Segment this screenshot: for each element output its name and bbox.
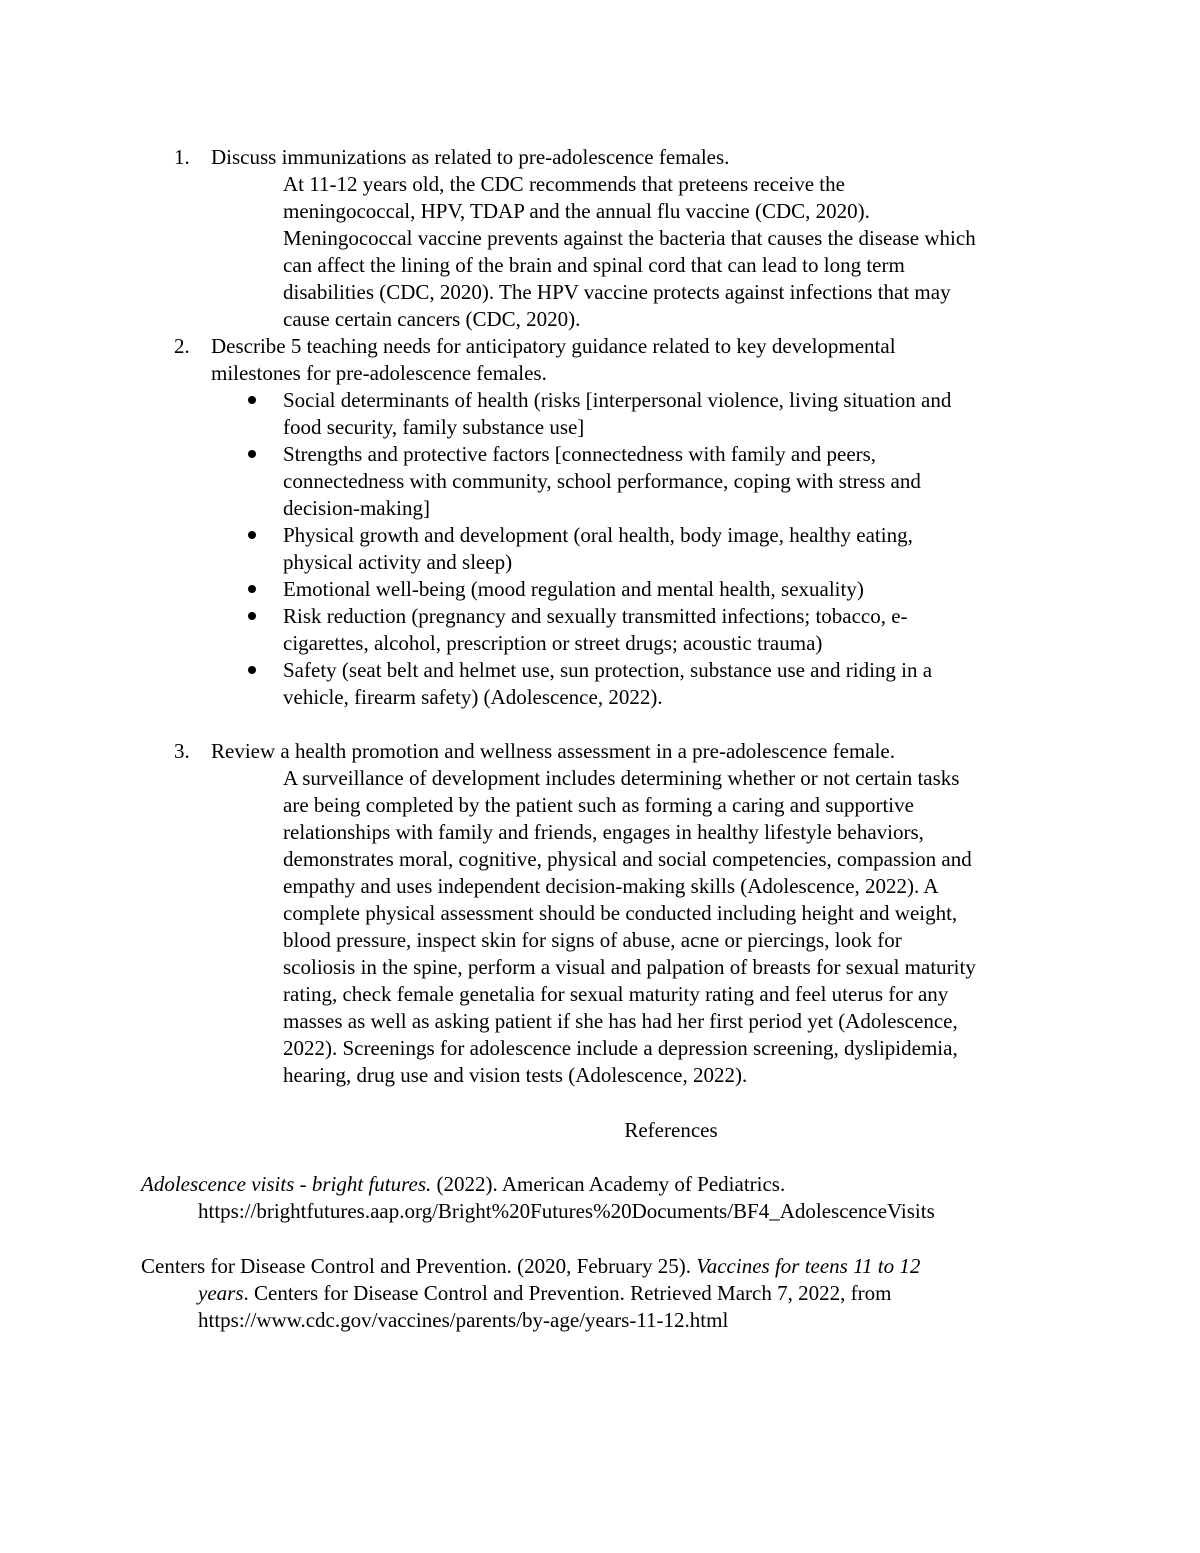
- item-1-answer-line: At 11-12 years old, the CDC recommends that preteens receive the: [283, 172, 845, 196]
- item-1-question: Discuss immunizations as related to pre-adolescence females.: [211, 145, 730, 169]
- item-3-answer-line: rating, check female genetalia for sexual maturity rating and feel uterus for any: [283, 982, 949, 1006]
- bullet-line: vehicle, firearm safety) (Adolescence, 2022).: [283, 685, 663, 709]
- item-3-answer-line: complete physical assessment should be conducted including height and weight,: [283, 901, 958, 925]
- bullet-dot: [248, 531, 256, 539]
- item-1-answer-line: cause certain cancers (CDC, 2020).: [283, 307, 581, 331]
- item-2-number: 2.: [174, 334, 190, 358]
- bullet-line: Strengths and protective factors [connectedness with family and peers,: [283, 442, 877, 466]
- item-3-answer-line: scoliosis in the spine, perform a visual and palpation of breasts for sexual maturity: [283, 955, 976, 979]
- item-3-answer-line: empathy and uses independent decision-making skills (Adolescence, 2022). A: [283, 874, 939, 898]
- bullet-line: Safety (seat belt and helmet use, sun protection, substance use and riding in a: [283, 658, 933, 682]
- item-3-answer-line: relationships with family and friends, engages in healthy lifestyle behaviors,: [283, 820, 924, 844]
- reference-2-url: https://www.cdc.gov/vaccines/parents/by-age/years-11-12.html: [198, 1308, 729, 1332]
- reference-1-publisher: (2022). American Academy of Pediatrics.: [431, 1172, 786, 1196]
- bullet-line: physical activity and sleep): [283, 550, 513, 574]
- bullet-line: Emotional well-being (mood regulation and mental health, sexuality): [283, 577, 864, 601]
- bullet-line: cigarettes, alcohol, prescription or street drugs; acoustic trauma): [283, 631, 823, 655]
- item-3-answer-line: hearing, drug use and vision tests (Adolescence, 2022).: [283, 1063, 748, 1087]
- item-3-answer-line: blood pressure, inspect skin for signs of abuse, acne or piercings, look for: [283, 928, 902, 952]
- item-2-question-line: milestones for pre-adolescence females.: [211, 361, 547, 385]
- bullet-dot: [248, 396, 256, 404]
- bullet-dot: [248, 666, 256, 674]
- bullet-line: Social determinants of health (risks [interpersonal violence, living situation and: [283, 388, 952, 412]
- item-3-answer-line: A surveillance of development includes determining whether or not certain tasks: [283, 766, 960, 790]
- reference-2-line-2: [198, 1281, 891, 1306]
- bullet-dot: [248, 612, 256, 620]
- item-3-answer-line: demonstrates moral, cognitive, physical and social competencies, compassion and: [283, 847, 972, 871]
- reference-2-publisher: . Centers for Disease Control and Prevention. Retrieved March 7, 2022, from: [243, 1281, 892, 1305]
- item-1-answer-line: can affect the lining of the brain and spinal cord that can lead to long term: [283, 253, 905, 277]
- item-3-question: Review a health promotion and wellness assessment in a pre-adolescence female.: [211, 739, 896, 763]
- item-1-answer-line: meningococcal, HPV, TDAP and the annual flu vaccine (CDC, 2020).: [283, 199, 870, 223]
- bullet-line: Risk reduction (pregnancy and sexually transmitted infections; tobacco, e-: [283, 604, 908, 628]
- item-3-answer-line: masses as well as asking patient if she has had her first period yet (Adolescence,: [283, 1009, 958, 1033]
- item-1-number: 1.: [174, 145, 190, 169]
- reference-2: [141, 1254, 920, 1279]
- bullet-dot: [248, 450, 256, 458]
- bullet-dot: [248, 585, 256, 593]
- bullet-line: food security, family substance use]: [283, 415, 585, 439]
- references-heading: References: [624, 1118, 718, 1142]
- reference-1-url: https://brightfutures.aap.org/Bright%20Futures%20Documents/BF4_AdolescenceVisits: [198, 1199, 935, 1223]
- reference-2-title: Vaccines for teens 11 to 12: [696, 1254, 921, 1278]
- reference-2-title-cont: years: [198, 1281, 244, 1305]
- item-1-answer-line: Meningococcal vaccine prevents against the bacteria that causes the disease which: [283, 226, 976, 250]
- item-1-answer-line: disabilities (CDC, 2020). The HPV vaccine protects against infections that may: [283, 280, 951, 304]
- item-3-answer-line: are being completed by the patient such as forming a caring and supportive: [283, 793, 914, 817]
- item-2-question-line: Describe 5 teaching needs for anticipatory guidance related to key developmental: [211, 334, 896, 358]
- bullet-line: connectedness with community, school performance, coping with stress and: [283, 469, 921, 493]
- reference-2-author: Centers for Disease Control and Prevention. (2020, February 25).: [141, 1254, 697, 1278]
- reference-1: [141, 1172, 785, 1197]
- item-3-number: 3.: [174, 739, 190, 763]
- bullet-line: Physical growth and development (oral health, body image, healthy eating,: [283, 523, 913, 547]
- reference-1-title: Adolescence visits - bright futures.: [141, 1172, 432, 1196]
- item-3-answer-line: 2022). Screenings for adolescence include a depression screening, dyslipidemia,: [283, 1036, 958, 1060]
- bullet-line: decision-making]: [283, 496, 430, 520]
